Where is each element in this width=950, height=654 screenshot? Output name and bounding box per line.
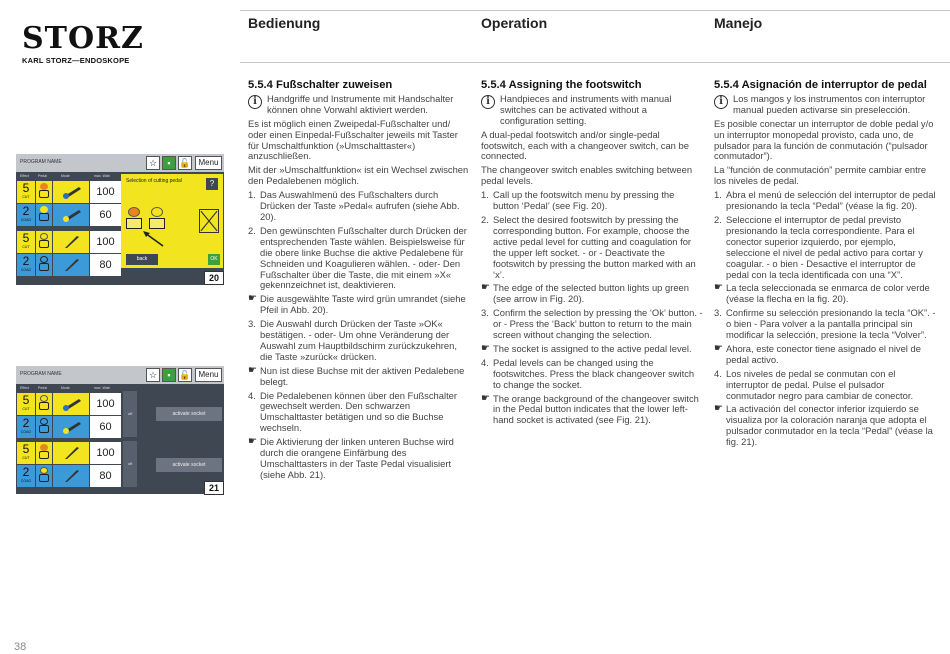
deactivate-button[interactable] (199, 209, 219, 233)
info-icon: i (714, 95, 728, 109)
list-item: 3. Confirme su selección presionando la tecla “OK”. - o bien - Para volver a la pantalla principal sin modificar la selección, presione la tecla “Volver”. (714, 307, 936, 341)
menu-button[interactable]: Menu (195, 368, 222, 382)
list-item: ☛ La tecla seleccionada se enmarca de color verde (véase la flecha en la fig. 20). (714, 282, 930, 305)
section-title: 5.5.4 Assigning the footswitch (481, 79, 642, 91)
pedal-icon[interactable] (36, 393, 52, 415)
col-effect: Effect (20, 386, 29, 390)
pedal-icon[interactable] (36, 231, 52, 253)
cut-mode-icon[interactable] (53, 393, 89, 415)
watt-value[interactable]: 80 (90, 465, 121, 487)
effect-value: 2 COAG (17, 254, 35, 276)
table-row[interactable] (17, 181, 121, 203)
column-de (248, 80, 470, 484)
pointing-hand-icon: ☛ (481, 282, 490, 294)
pedal-icon[interactable] (36, 442, 52, 464)
column-title-es: Manejo (714, 15, 763, 31)
help-button[interactable]: ? (206, 178, 218, 190)
logo-main: STORZ (22, 21, 144, 56)
info-icon: i (248, 95, 262, 109)
paragraph: Mit der »Umschaltfunktion« ist ein Wechsel zwischen den Pedalebenen möglich. (248, 164, 469, 187)
list-item: 2. Select the desired footswitch by pressing the corresponding button. For example, choose the active pedal level for cutting and coagulation for the upper left socket. - or - Deactivate the footswitch by pressing the button marked with an ‘x’. (481, 213, 696, 280)
col-mode: Mode (61, 174, 70, 178)
paragraph: Es posible conectar un interruptor de doble pedal y/o un interruptor monopedal provisto, cada uno, de pulsador para la función de conmutación (“pulsador conmutador”). (714, 117, 934, 162)
screenshot-fig-21 (16, 366, 224, 494)
list-item: 3. Confirm the selection by pressing the ‘Ok’ button. - or - Press the ‘Back’ button to return to the main screen without changing the selection. (481, 307, 703, 341)
watt-value[interactable]: 100 (90, 442, 121, 464)
lock-icon[interactable]: 🔓 (179, 370, 191, 380)
watt-value[interactable]: 100 (90, 231, 121, 253)
activate-socket-button[interactable]: activate socket (156, 407, 222, 421)
column-en (481, 80, 703, 429)
pointing-hand-icon: ☛ (714, 282, 723, 294)
coag-mode-icon[interactable] (53, 416, 89, 438)
col-pedal: Pedal (38, 174, 47, 178)
table-row[interactable] (17, 231, 121, 253)
pointing-hand-icon: ☛ (714, 403, 723, 415)
list-item: ☛ Die ausgewählte Taste wird grün umrandet (siehe Pfeil in Abb. 20). (248, 293, 466, 316)
list-item: 3. Die Auswahl durch Drücken der Taste »OK« bestätigen. - oder- Um ohne Veränderung der Auswahl zum Hauptbildschirm zurückzukehren, die Taste »zurück« drücken. (248, 318, 457, 362)
socket-off-label: off (123, 391, 137, 437)
list-item: 2. Seleccione el interruptor de pedal previsto presionando la tecla correspondiente. Para el conector superior izquierdo, por ejemplo, seleccione el nivel de pedal activo para cortar y coagular. - o bien - Desactive el interruptor de pedal con la tecla identificada con una “X”. (714, 213, 923, 280)
info-note (248, 94, 470, 116)
coag-mode-icon[interactable] (53, 204, 89, 226)
effect-value: 2 COAG (17, 465, 35, 487)
info-note (481, 94, 703, 127)
note-text: Handgriffe und Instrumente mit Handschalter können ohne Vorwahl aktiviert werden. (267, 92, 454, 115)
note-text: Los mangos y los instrumentos con interruptor manual pueden activarse sin preselección. (733, 92, 926, 115)
pedal-icon[interactable] (36, 416, 52, 438)
footswitch-option-1[interactable] (126, 207, 142, 229)
pedal-icon[interactable] (36, 254, 52, 276)
cut-mode-icon[interactable] (53, 442, 89, 464)
pointing-hand-icon: ☛ (248, 436, 257, 448)
note-text: Handpieces and instruments with manual switches can be activated without a configuration setting. (500, 92, 672, 126)
program-name: PROGRAM NAME (20, 159, 62, 165)
table-row[interactable] (17, 254, 121, 276)
pedal-selection-popup (121, 174, 223, 268)
list-item: ☛ Die Aktivierung der linken unteren Buchse wird durch die orangene Einfärbung des Umschalttasters in der Taste Pedal visualisiert (siehe Abb. 21). (248, 436, 454, 480)
table-row[interactable] (17, 416, 121, 438)
figure-label-20: 20 (204, 271, 224, 285)
effect-value: 2 COAG (17, 416, 35, 438)
paragraph: A dual-pedal footswitch and/or single-pedal footswitch, each with a changeover switch, can be connected. (481, 128, 689, 162)
list-item: 4. Die Pedalebenen können über den Fußschalter gewechselt werden. Den schwarzen Umschalttaster betätigen und so die Buchse wechseln. (248, 389, 458, 434)
pedal-icon[interactable]: ▪ (162, 368, 176, 382)
cut-mode-icon[interactable] (53, 231, 89, 253)
list-item: ☛ The orange background of the changeover switch in the Pedal button indicates that the lower left-hand socket is activated (see Fig. 21). (481, 392, 699, 426)
cut-mode-icon[interactable] (53, 181, 89, 203)
pointing-hand-icon: ☛ (248, 364, 257, 376)
activate-socket-button[interactable]: activate socket (156, 458, 222, 472)
lock-icon[interactable]: 🔓 (179, 158, 191, 168)
column-es (714, 80, 936, 451)
steps-list (714, 190, 936, 448)
pedal-icon[interactable] (36, 465, 52, 487)
list-item: ☛ Nun ist diese Buchse mit der aktiven Pedalebene belegt. (248, 364, 465, 387)
pointing-hand-icon: ☛ (481, 342, 490, 354)
storz-logo (22, 21, 152, 65)
col-mode: Mode (61, 386, 70, 390)
list-item: ☛ La activación del conector inferior izquierdo se visualiza por la coloración naranja que adopta el pulsador conmutador en la tecla “Pedal” (véase la fig. 21). (714, 403, 933, 448)
list-item: ☛ Ahora, este conector tiene asignado el nivel de pedal activo. (714, 342, 921, 365)
column-title-en: Operation (481, 15, 548, 31)
paragraph: Es ist möglich einen Zweipedal-Fußschalter und/ oder einen Einpedal-Fußschalter jeweils mit Taster für Umschaltfunktion (»Umschalttaster«) anzuschließen. (248, 117, 458, 162)
pedal-icon[interactable] (36, 181, 52, 203)
table-row[interactable] (17, 204, 121, 226)
star-icon[interactable]: ☆ (146, 156, 160, 170)
effect-value: 5 CUT (17, 393, 35, 415)
watt-value[interactable]: 100 (90, 393, 121, 415)
col-watt: max. Watt (94, 174, 110, 178)
table-row[interactable] (17, 442, 121, 464)
col-watt: max. Watt (94, 386, 110, 390)
arrow-icon (141, 230, 165, 248)
paragraph: The changeover switch enables switching between pedal levels. (481, 164, 693, 187)
list-item: 2. Den gewünschten Fußschalter durch Drücken der entsprechenden Taste wählen. Beispielsweise für die obere linke Buchse die aktive Pedalebene für Schneiden und Koagulieren wählen. - oder- Den Fußschalter über die Taste, die mit einem »X« gekennzeichnet ist, deaktivieren. (248, 224, 467, 291)
coag-mode-icon[interactable] (53, 465, 89, 487)
section-title: 5.5.4 Fußschalter zuweisen (248, 79, 393, 91)
list-item: ☛ The socket is assigned to the active pedal level. (481, 342, 692, 354)
back-button[interactable]: back (126, 254, 158, 265)
watt-value[interactable]: 100 (90, 181, 121, 203)
list-item: 1. Das Auswahlmenü des Fußschalters durch Drücken der Taste »Pedal« aufrufen (siehe Abb. 20). (248, 189, 460, 222)
logo-subtitle: KARL STORZ—ENDOSKOPE (22, 56, 130, 65)
col-pedal: Pedal (38, 386, 47, 390)
section-title: 5.5.4 Asignación de interruptor de pedal (714, 79, 927, 91)
popup-title: Selection of cutting pedal (126, 178, 182, 184)
socket-off-label: off (123, 441, 137, 487)
column-title-de: Bedienung (248, 15, 321, 31)
table-row[interactable] (17, 465, 121, 487)
watt-value[interactable]: 60 (90, 204, 121, 226)
list-item: 1. Abra el menú de selección del interruptor de pedal presionando la tecla “Pedal” (véase la fig. 20). (714, 189, 936, 212)
list-item: 1. Call up the footswitch menu by pressing the button ‘Pedal’ (see Fig. 20). (481, 189, 675, 212)
status-bar (16, 366, 224, 384)
pointing-hand-icon: ☛ (714, 342, 723, 354)
status-bar (16, 154, 224, 172)
info-note (714, 94, 936, 116)
star-icon[interactable]: ☆ (146, 368, 160, 382)
list-item: 4. Pedal levels can be changed using the footswitches. Press the black changeover switch to change the socket. (481, 356, 695, 390)
col-effect: Effect (20, 174, 29, 178)
info-icon: i (481, 95, 495, 109)
header-rule-bottom (240, 62, 950, 63)
steps-list (481, 190, 703, 426)
list-item: ☛ The edge of the selected button lights up green (see arrow in Fig. 20). (481, 282, 689, 305)
list-item: 4. Los niveles de pedal se conmutan con el interruptor de pedal. Pulse el pulsador conmutador negro para cambiar de conector. (714, 367, 914, 401)
steps-list (248, 190, 470, 481)
effect-value: 2 COAG (17, 204, 35, 226)
column-headers (16, 385, 136, 391)
effect-value: 5 CUT (17, 231, 35, 253)
watt-value[interactable]: 80 (90, 254, 121, 276)
ok-button[interactable]: OK (208, 254, 220, 265)
table-row[interactable] (17, 393, 121, 415)
footswitch-option-2[interactable] (149, 207, 165, 229)
screenshot-fig-20 (16, 154, 224, 285)
pedal-icon[interactable]: ▪ (162, 156, 176, 170)
watt-value[interactable]: 60 (90, 416, 121, 438)
paragraph: La “función de conmutación” permite cambiar entre los niveles de pedal. (714, 164, 927, 187)
column-headers (16, 173, 136, 179)
effect-value: 5 CUT (17, 442, 35, 464)
page-number: 38 (14, 641, 27, 653)
figure-label-21: 21 (204, 481, 224, 495)
coag-mode-icon[interactable] (53, 254, 89, 276)
pedal-icon[interactable] (36, 204, 52, 226)
header-rule-top (240, 10, 950, 11)
program-name: PROGRAM NAME (20, 371, 62, 377)
menu-button[interactable]: Menu (195, 156, 222, 170)
pointing-hand-icon: ☛ (481, 392, 490, 404)
effect-value: 5 CUT (17, 181, 35, 203)
pointing-hand-icon: ☛ (248, 293, 257, 305)
